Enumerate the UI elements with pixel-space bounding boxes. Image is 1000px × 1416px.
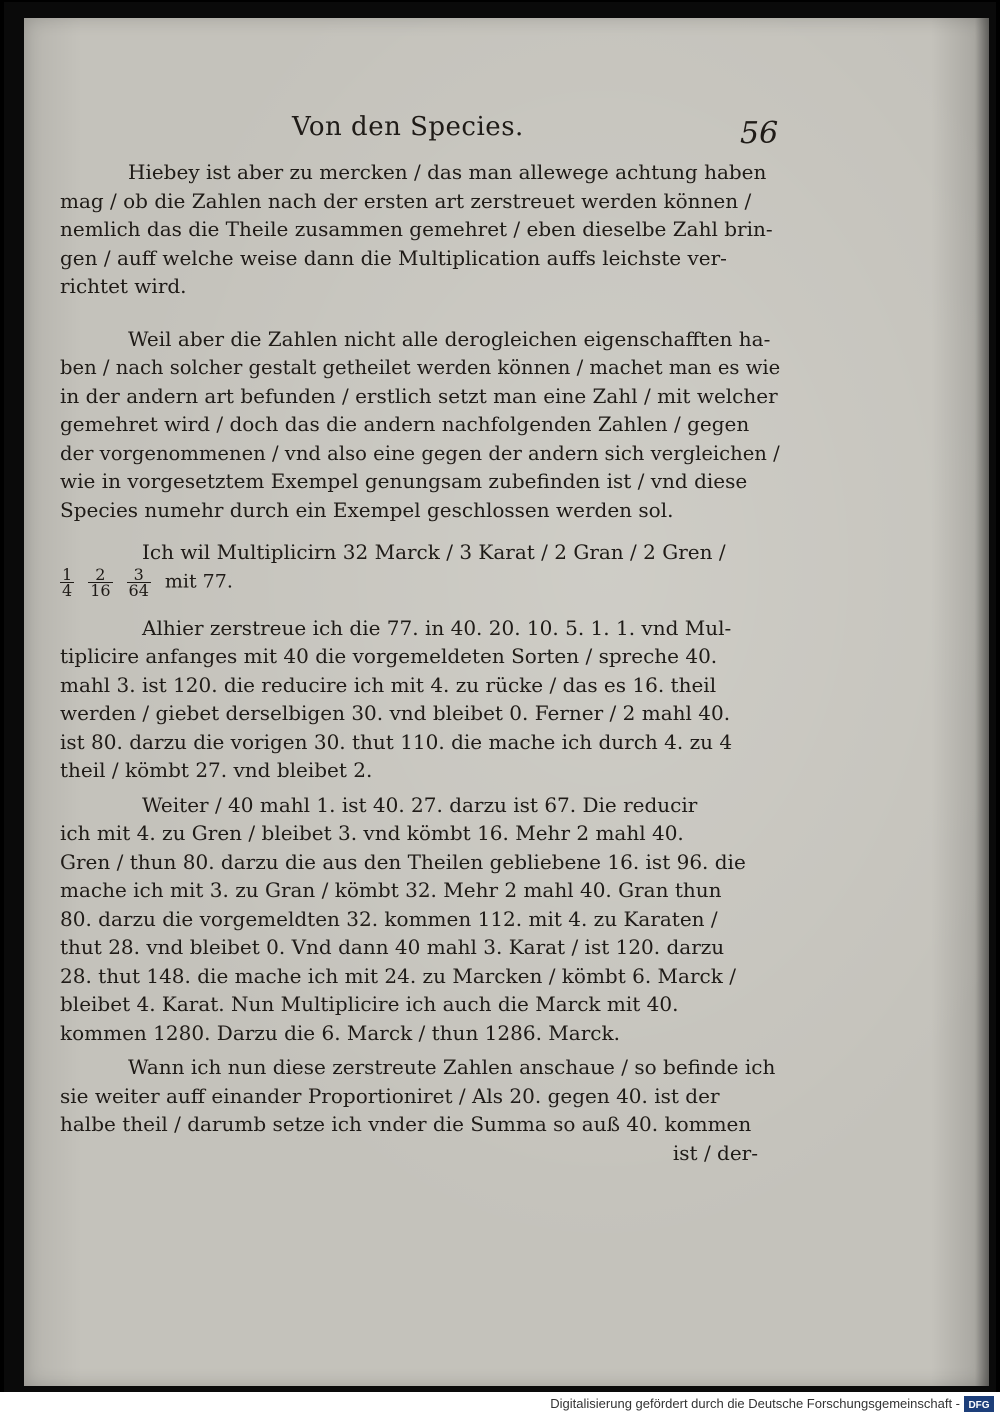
footer-bar xyxy=(0,1392,1000,1416)
text-line: kommen 1280. Darzu die 6. Marck / thun 1286. Marck. xyxy=(60,1020,620,1045)
paragraph-1 xyxy=(60,158,780,301)
text-line: Weil aber die Zahlen nicht alle derogleichen eigenschafften ha- xyxy=(128,326,771,351)
text-line: mache ich mit 3. zu Gran / kömbt 32. Mehr 2 mahl 40. Gran thun xyxy=(60,878,722,902)
text-line: ich mit 4. zu Gren / bleibet 3. vnd kömbt 16. Mehr 2 mahl 40. xyxy=(60,821,684,845)
text-line: werden / giebet derselbigen 30. vnd bleibet 0. Ferner / 2 mahl 40. xyxy=(60,701,731,725)
paragraph-2 xyxy=(60,325,780,525)
text-line: richtet wird. xyxy=(60,274,187,298)
text-line: ist 80. darzu die vorigen 30. thut 110. die mache ich durch 4. zu 4 xyxy=(60,729,733,754)
fraction-numerator: 1 xyxy=(62,564,73,584)
text-line: halbe theil / darumb setze ich vnder die Summa so auß 40. kommen xyxy=(60,1112,752,1136)
fraction xyxy=(60,564,74,600)
text-line: Gren / thun 80. darzu die aus den Theilen gebliebene 16. ist 96. die xyxy=(60,849,746,874)
dfg-logo-text: DFG xyxy=(968,1400,990,1411)
spine-shadow xyxy=(975,18,989,1386)
dfg-logo-icon xyxy=(964,1396,994,1412)
fraction xyxy=(88,564,112,600)
text-line: thut 28. vnd bleibet 0. Vnd dann 40 mahl 3. Karat / ist 120. darzu xyxy=(60,935,725,959)
catchword: ist / der- xyxy=(672,1140,758,1165)
paragraph-6 xyxy=(60,1053,780,1167)
text-line: bleibet 4. Karat. Nun Multiplicire ich auch die Marck mit 40. xyxy=(60,992,679,1016)
scan-frame xyxy=(4,2,996,1392)
paragraph-3 xyxy=(60,538,780,598)
text-line: in der andern art befunden / erstlich setzt man eine Zahl / mit welcher xyxy=(60,383,778,408)
text-line: Species numehr durch ein Exempel geschlossen werden sol. xyxy=(60,497,674,522)
fraction-denominator: 64 xyxy=(128,580,149,600)
text-line: 28. thut 148. die mache ich mit 24. zu Marcken / kömbt 6. Marck / xyxy=(60,963,736,988)
page-number: 56 xyxy=(740,116,779,151)
text-line: tiplicire anfanges mit 40 die vorgemeldeten Sorten / spreche 40. xyxy=(60,644,718,668)
text-line: mahl 3. ist 120. die reducire ich mit 4. zu rücke / das es 16. theil xyxy=(60,672,717,697)
text-line: gen / auff welche weise dann die Multiplication auffs leichste ver- xyxy=(60,245,727,270)
text-line: Weiter / 40 mahl 1. ist 40. 27. darzu ist 67. Die reducir xyxy=(142,792,698,817)
book-page xyxy=(24,18,989,1386)
text-line: theil / kömbt 27. vnd bleibet 2. xyxy=(60,758,373,782)
text-line: Ich wil Multiplicirn 32 Marck / 3 Karat / 2 Gran / 2 Gren / xyxy=(142,540,726,564)
paragraph-4 xyxy=(60,614,780,785)
fraction-line xyxy=(60,564,780,600)
paragraph-5 xyxy=(60,791,780,1048)
text-line: Wann ich nun diese zerstreute Zahlen anschaue / so befinde ich xyxy=(128,1055,776,1079)
text-line: nemlich das die Theile zusammen gemehret / eben dieselbe Zahl brin- xyxy=(60,217,773,241)
fraction-denominator: 16 xyxy=(90,580,111,600)
text-line: Hiebey ist aber zu mercken / das man allewege achtung haben xyxy=(128,160,767,184)
fraction-numerator: 2 xyxy=(88,567,112,583)
text-line: gemehret wird / doch das die andern nachfolgenden Zahlen / gegen xyxy=(60,412,750,436)
text-line: ben / nach solcher gestalt getheilet werden können / machet man es wie xyxy=(60,355,781,379)
text-line: sie weiter auff einander Proportioniret / Als 20. gegen 40. ist der xyxy=(60,1083,720,1108)
text-line: wie in vorgesetztem Exempel genungsam zubefinden ist / vnd diese xyxy=(60,469,748,493)
fraction-tail: mit 77. xyxy=(164,570,233,592)
text-line: mag / ob die Zahlen nach der ersten art zerstreuet werden können / xyxy=(60,188,752,213)
fraction-numerator: 3 xyxy=(127,567,151,583)
text-line: 80. darzu die vorgemeldten 32. kommen 112. mit 4. zu Karaten / xyxy=(60,906,718,931)
fraction-denominator: 4 xyxy=(62,580,73,600)
text-block xyxy=(60,158,780,1173)
running-head: Von den Species. xyxy=(292,112,524,142)
fraction xyxy=(127,564,151,600)
footer-credit-text: Digitalisierung gefördert durch die Deutsche Forschungsgemeinschaft - xyxy=(550,1396,960,1411)
text-line: der vorgenommenen / vnd also eine gegen der andern sich vergleichen / xyxy=(60,440,780,465)
text-line: Alhier zerstreue ich die 77. in 40. 20. 10. 5. 1. 1. vnd Mul- xyxy=(142,615,732,640)
